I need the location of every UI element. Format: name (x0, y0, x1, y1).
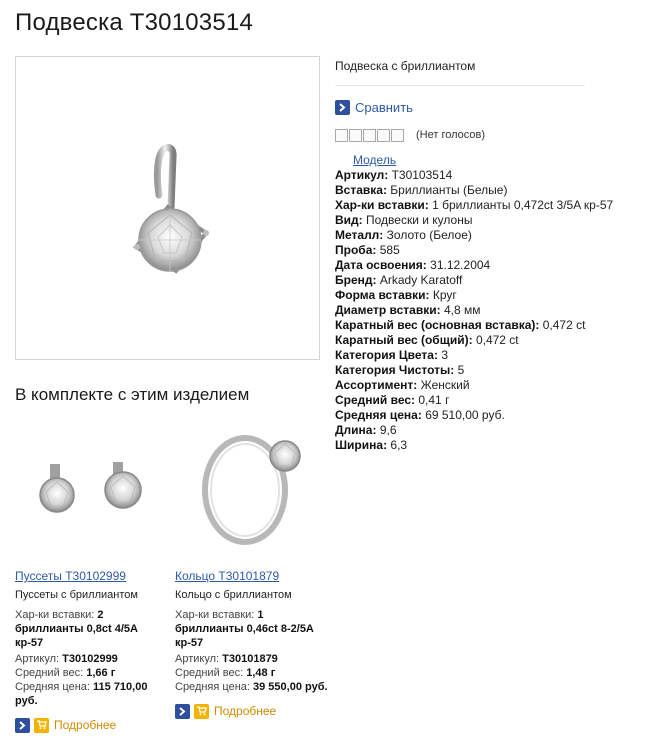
spec-key: Диаметр вставки: (335, 303, 441, 317)
spec-row (335, 423, 645, 438)
info-value: бриллианты 0,46ct 8-2/5A (175, 623, 314, 635)
rating-star-3[interactable] (363, 129, 376, 142)
spec-value: Подвески и кулоны (366, 213, 473, 227)
rating-star-1[interactable] (335, 129, 348, 142)
spec-row (335, 273, 645, 288)
info-value: бриллианты 0,8ct 4/5A (15, 623, 138, 635)
spec-value: 4,8 мм (443, 303, 481, 317)
votes-label: (Нет голосов) (416, 129, 486, 141)
spec-row (335, 438, 645, 453)
spec-key: Категория Цвета: (335, 348, 438, 362)
info-label: Хар-ки вставки: (15, 609, 95, 621)
spec-key: Вставка: (335, 183, 387, 197)
earrings-link[interactable]: Пуссеты T30102999 (15, 569, 126, 583)
info-value: 115 710,00 (93, 681, 148, 693)
spec-row (335, 258, 645, 273)
info-label: Средний вес: (175, 667, 244, 679)
rating-star-4[interactable] (377, 129, 390, 142)
spec-value: Бриллианты (Белые) (390, 183, 508, 197)
rating (335, 128, 645, 142)
info-value: руб. (15, 695, 38, 707)
earrings-actions (15, 717, 116, 733)
spec-key: Форма вставки: (335, 288, 430, 302)
spec-key: Каратный вес (основная вставка): (335, 318, 540, 332)
spec-value: 0,472 ct (542, 318, 586, 332)
ring-actions (175, 703, 276, 719)
spec-key: Проба: (335, 243, 377, 257)
arrow-right-icon[interactable] (335, 100, 350, 115)
divider (335, 85, 585, 86)
spec-value: Arkady Karatoff (379, 273, 463, 287)
spec-key: Металл: (335, 228, 384, 242)
product-photo[interactable] (15, 56, 320, 360)
spec-value: 5 (457, 363, 465, 377)
more-link[interactable]: Подробнее (214, 704, 277, 718)
spec-value: Женский (420, 378, 470, 392)
spec-key: Бренд: (335, 273, 377, 287)
info-label: Средний вес: (15, 667, 84, 679)
spec-value: Круг (432, 288, 457, 302)
spec-row (335, 363, 645, 378)
spec-value: 69 510,00 руб. (425, 408, 505, 422)
compare-link[interactable]: Сравнить (355, 99, 413, 115)
spec-value: 31.12.2004 (430, 258, 491, 272)
info-value: T30102999 (62, 653, 118, 665)
earrings-subtitle: Пуссеты с бриллиантом (15, 589, 138, 601)
cart-icon[interactable] (194, 704, 209, 719)
spec-row (335, 198, 645, 213)
spec-row (335, 318, 645, 333)
info-value: кр-57 (175, 637, 204, 649)
spec-row (335, 213, 645, 228)
spec-key: Длина: (335, 423, 377, 437)
info-value: 1 (257, 609, 264, 621)
spec-value: Золото (Белое) (386, 228, 472, 242)
spec-key: Артикул: (335, 168, 389, 182)
spec-row (335, 348, 645, 363)
pendant-image (16, 57, 319, 359)
spec-key: Каратный вес (общий): (335, 333, 473, 347)
spec-row (335, 408, 645, 423)
info-value: 1,48 г (246, 667, 276, 679)
info-label: Хар-ки вставки: (175, 609, 255, 621)
spec-value: 6,3 (390, 438, 408, 452)
earrings-image[interactable] (15, 420, 165, 560)
spec-value: 1 бриллианты 0,472ct 3/5A кр-57 (432, 198, 614, 212)
spec-row (335, 288, 645, 303)
product-details (335, 56, 645, 453)
ring-link[interactable]: Кольцо T30101879 (175, 569, 280, 583)
set-heading: В комплекте с этим изделием (15, 385, 250, 404)
spec-key: Средняя цена: (335, 408, 422, 422)
info-value: 2 (97, 609, 104, 621)
spec-row (335, 378, 645, 393)
info-value: 39 550,00 руб. (253, 681, 328, 693)
arrow-right-icon[interactable] (15, 718, 30, 733)
spec-key: Хар-ки вставки: (335, 198, 429, 212)
spec-key: Дата освоения: (335, 258, 427, 272)
page-title: Подвеска T30103514 (15, 9, 253, 36)
spec-row (335, 183, 645, 198)
spec-key: Вид: (335, 213, 363, 227)
arrow-right-icon[interactable] (175, 704, 190, 719)
spec-key: Ширина: (335, 438, 388, 452)
ring-image[interactable] (175, 420, 325, 560)
rating-star-2[interactable] (349, 129, 362, 142)
info-value: кр-57 (15, 637, 44, 649)
ring-info (175, 608, 335, 694)
compare-row (335, 99, 645, 115)
spec-value: 9,6 (379, 423, 397, 437)
spec-value: 585 (379, 243, 400, 257)
info-label: Артикул: (15, 653, 60, 665)
info-value: 1,66 г (86, 667, 116, 679)
earrings-info (15, 608, 175, 708)
spec-value: 3 (441, 348, 448, 362)
spec-value: 0,41 г (418, 393, 450, 407)
spec-row (335, 393, 645, 408)
spec-row (335, 333, 645, 348)
more-link[interactable]: Подробнее (54, 718, 117, 732)
product-subtitle: Подвеска с бриллиантом (335, 59, 476, 73)
spec-value: T30103514 (391, 168, 453, 182)
spec-row (335, 303, 645, 318)
cart-icon[interactable] (34, 718, 49, 733)
spec-key: Ассортимент: (335, 378, 418, 392)
info-label: Средняя цена: (15, 681, 90, 693)
spec-row (335, 168, 645, 183)
info-value: T30101879 (222, 653, 278, 665)
spec-key: Средний вес: (335, 393, 416, 407)
info-label: Средняя цена: (175, 681, 250, 693)
rating-star-5[interactable] (391, 129, 404, 142)
spec-key: Категория Чистоты: (335, 363, 455, 377)
info-label: Артикул: (175, 653, 220, 665)
spec-row (335, 228, 645, 243)
ring-subtitle: Кольцо с бриллиантом (175, 589, 292, 601)
spec-row (335, 243, 645, 258)
spec-list (335, 168, 645, 453)
model-link[interactable]: Модель (353, 153, 397, 167)
spec-value: 0,472 ct (475, 333, 519, 347)
